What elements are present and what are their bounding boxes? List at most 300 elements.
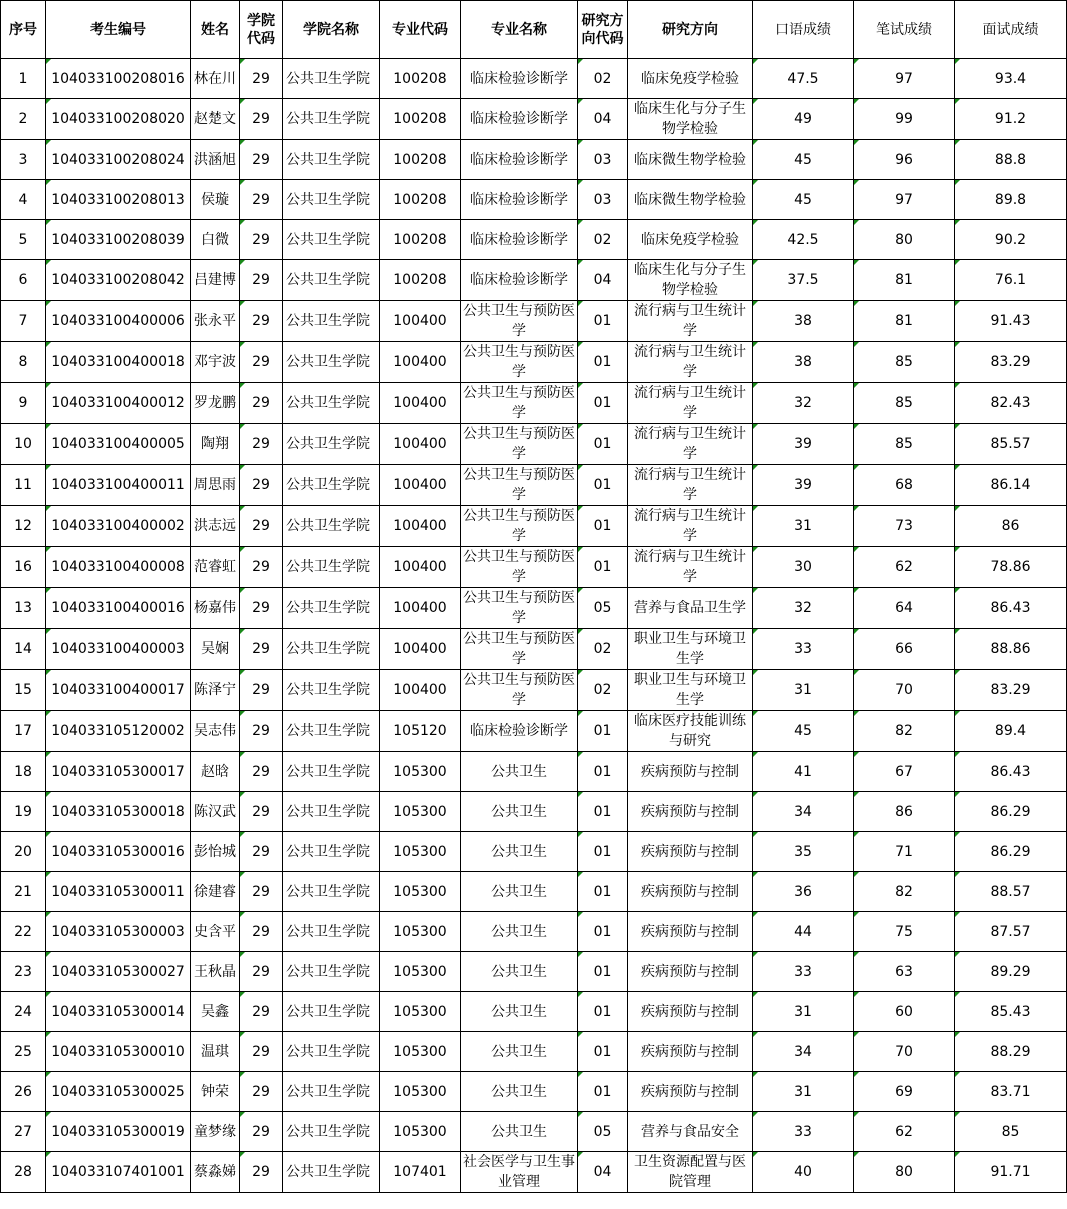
row-major-name: 公共卫生与预防医学 — [461, 301, 578, 342]
row-seq: 26 — [1, 1072, 46, 1112]
row-direction: 职业卫生与环境卫生学 — [628, 670, 753, 711]
row-written-score: 99 — [854, 99, 955, 140]
row-written-score: 69 — [854, 1072, 955, 1112]
row-candidate-id: 104033100208020 — [46, 99, 191, 140]
row-candidate-id: 104033100400011 — [46, 465, 191, 506]
row-direction: 卫生资源配置与医院管理 — [628, 1152, 753, 1193]
table-row — [1, 711, 1067, 752]
row-college-code: 29 — [240, 992, 283, 1032]
row-written-score: 82 — [854, 711, 955, 752]
row-college-name: 公共卫生学院 — [283, 99, 380, 140]
row-major-name: 公共卫生与预防医学 — [461, 383, 578, 424]
row-seq: 19 — [1, 792, 46, 832]
row-seq: 13 — [1, 588, 46, 629]
header-college-code: 学院代码 — [240, 1, 283, 59]
table-row — [1, 872, 1067, 912]
row-oral-score: 45 — [753, 711, 854, 752]
row-candidate-id: 104033100400006 — [46, 301, 191, 342]
row-name: 陈汉武 — [191, 792, 240, 832]
row-major-code: 105300 — [380, 832, 461, 872]
row-name: 蔡淼娣 — [191, 1152, 240, 1193]
row-direction: 流行病与卫生统计学 — [628, 383, 753, 424]
row-seq: 17 — [1, 711, 46, 752]
row-written-score: 63 — [854, 952, 955, 992]
table-row — [1, 547, 1067, 588]
row-seq: 8 — [1, 342, 46, 383]
row-college-name: 公共卫生学院 — [283, 832, 380, 872]
row-candidate-id: 104033100400005 — [46, 424, 191, 465]
row-written-score: 96 — [854, 140, 955, 180]
row-college-name: 公共卫生学院 — [283, 140, 380, 180]
row-name: 彭怡城 — [191, 832, 240, 872]
row-major-code: 107401 — [380, 1152, 461, 1193]
row-major-code: 105300 — [380, 1072, 461, 1112]
row-major-code: 100400 — [380, 588, 461, 629]
row-direction-code: 01 — [578, 992, 628, 1032]
row-name: 徐建睿 — [191, 872, 240, 912]
row-name: 史含平 — [191, 912, 240, 952]
row-major-code: 100208 — [380, 220, 461, 260]
row-direction-code: 04 — [578, 99, 628, 140]
row-major-name: 公共卫生与预防医学 — [461, 424, 578, 465]
row-candidate-id: 104033105300014 — [46, 992, 191, 1032]
header-college-name: 学院名称 — [283, 1, 380, 59]
row-seq: 24 — [1, 992, 46, 1032]
table-row — [1, 180, 1067, 220]
row-major-name: 公共卫生 — [461, 952, 578, 992]
row-candidate-id: 104033105300011 — [46, 872, 191, 912]
row-major-code: 100400 — [380, 342, 461, 383]
row-direction-code: 05 — [578, 588, 628, 629]
row-name: 洪涵旭 — [191, 140, 240, 180]
row-college-name: 公共卫生学院 — [283, 952, 380, 992]
row-major-name: 公共卫生 — [461, 1072, 578, 1112]
row-name: 侯璇 — [191, 180, 240, 220]
row-college-name: 公共卫生学院 — [283, 992, 380, 1032]
row-direction: 营养与食品卫生学 — [628, 588, 753, 629]
row-direction: 疾病预防与控制 — [628, 832, 753, 872]
row-seq: 14 — [1, 629, 46, 670]
row-college-code: 29 — [240, 342, 283, 383]
table-row — [1, 952, 1067, 992]
row-name: 杨嘉伟 — [191, 588, 240, 629]
row-written-score: 73 — [854, 506, 955, 547]
row-college-code: 29 — [240, 832, 283, 872]
row-college-name: 公共卫生学院 — [283, 792, 380, 832]
row-written-score: 85 — [854, 342, 955, 383]
row-major-code: 105300 — [380, 952, 461, 992]
row-interview-score: 85.57 — [955, 424, 1067, 465]
row-direction: 疾病预防与控制 — [628, 952, 753, 992]
row-written-score: 86 — [854, 792, 955, 832]
row-oral-score: 31 — [753, 992, 854, 1032]
row-written-score: 82 — [854, 872, 955, 912]
row-seq: 9 — [1, 383, 46, 424]
row-interview-score: 91.2 — [955, 99, 1067, 140]
row-interview-score: 86.29 — [955, 792, 1067, 832]
row-name: 罗龙鹏 — [191, 383, 240, 424]
row-direction-code: 01 — [578, 832, 628, 872]
row-college-name: 公共卫生学院 — [283, 383, 380, 424]
row-direction: 流行病与卫生统计学 — [628, 301, 753, 342]
row-major-name: 公共卫生与预防医学 — [461, 629, 578, 670]
row-direction-code: 05 — [578, 1112, 628, 1152]
row-oral-score: 40 — [753, 1152, 854, 1193]
row-candidate-id: 104033105300016 — [46, 832, 191, 872]
row-name: 赵晗 — [191, 752, 240, 792]
row-candidate-id: 104033107401001 — [46, 1152, 191, 1193]
row-written-score: 81 — [854, 301, 955, 342]
row-name: 邓宇波 — [191, 342, 240, 383]
row-college-name: 公共卫生学院 — [283, 711, 380, 752]
row-direction-code: 01 — [578, 506, 628, 547]
row-seq: 16 — [1, 547, 46, 588]
row-oral-score: 49 — [753, 99, 854, 140]
table-row — [1, 588, 1067, 629]
row-name: 陶翔 — [191, 424, 240, 465]
header-direction-code: 研究方向代码 — [578, 1, 628, 59]
row-written-score: 75 — [854, 912, 955, 952]
row-major-name: 临床检验诊断学 — [461, 711, 578, 752]
header-written-score: 笔试成绩 — [854, 1, 955, 59]
row-seq: 6 — [1, 260, 46, 301]
row-direction-code: 01 — [578, 792, 628, 832]
row-direction-code: 01 — [578, 752, 628, 792]
row-major-code: 100400 — [380, 670, 461, 711]
row-interview-score: 86.43 — [955, 588, 1067, 629]
row-major-code: 105120 — [380, 711, 461, 752]
row-direction-code: 02 — [578, 59, 628, 99]
table-row — [1, 670, 1067, 711]
row-college-code: 29 — [240, 260, 283, 301]
row-college-code: 29 — [240, 547, 283, 588]
row-college-code: 29 — [240, 629, 283, 670]
header-seq: 序号 — [1, 1, 46, 59]
row-candidate-id: 104033105300017 — [46, 752, 191, 792]
row-direction: 临床医疗技能训练与研究 — [628, 711, 753, 752]
row-interview-score: 88.57 — [955, 872, 1067, 912]
row-seq: 15 — [1, 670, 46, 711]
row-seq: 4 — [1, 180, 46, 220]
row-oral-score: 41 — [753, 752, 854, 792]
row-direction: 临床生化与分子生物学检验 — [628, 260, 753, 301]
table-row — [1, 465, 1067, 506]
row-candidate-id: 104033100208013 — [46, 180, 191, 220]
row-direction-code: 04 — [578, 260, 628, 301]
row-college-code: 29 — [240, 1072, 283, 1112]
row-written-score: 66 — [854, 629, 955, 670]
row-seq: 3 — [1, 140, 46, 180]
row-name: 周思雨 — [191, 465, 240, 506]
row-seq: 5 — [1, 220, 46, 260]
row-major-code: 105300 — [380, 752, 461, 792]
row-major-name: 公共卫生与预防医学 — [461, 465, 578, 506]
row-interview-score: 93.4 — [955, 59, 1067, 99]
row-college-name: 公共卫生学院 — [283, 301, 380, 342]
header-major-code: 专业代码 — [380, 1, 461, 59]
row-written-score: 80 — [854, 220, 955, 260]
row-direction: 临床微生物学检验 — [628, 180, 753, 220]
row-oral-score: 45 — [753, 180, 854, 220]
row-college-name: 公共卫生学院 — [283, 342, 380, 383]
row-college-name: 公共卫生学院 — [283, 872, 380, 912]
row-college-code: 29 — [240, 99, 283, 140]
row-written-score: 70 — [854, 670, 955, 711]
row-oral-score: 31 — [753, 506, 854, 547]
row-name: 吕建博 — [191, 260, 240, 301]
row-oral-score: 31 — [753, 1072, 854, 1112]
row-seq: 28 — [1, 1152, 46, 1193]
row-interview-score: 83.29 — [955, 342, 1067, 383]
row-name: 陈泽宁 — [191, 670, 240, 711]
row-interview-score: 91.71 — [955, 1152, 1067, 1193]
row-direction: 疾病预防与控制 — [628, 1072, 753, 1112]
row-interview-score: 78.86 — [955, 547, 1067, 588]
row-interview-score: 89.29 — [955, 952, 1067, 992]
row-direction-code: 02 — [578, 670, 628, 711]
row-college-code: 29 — [240, 670, 283, 711]
row-name: 王秋晶 — [191, 952, 240, 992]
row-written-score: 81 — [854, 260, 955, 301]
row-candidate-id: 104033100400017 — [46, 670, 191, 711]
row-college-code: 29 — [240, 752, 283, 792]
row-major-code: 100208 — [380, 260, 461, 301]
table-row — [1, 260, 1067, 301]
row-candidate-id: 104033105300010 — [46, 1032, 191, 1072]
row-major-name: 公共卫生 — [461, 1112, 578, 1152]
row-candidate-id: 104033100400018 — [46, 342, 191, 383]
row-name: 林在川 — [191, 59, 240, 99]
row-major-code: 100400 — [380, 465, 461, 506]
row-major-name: 公共卫生与预防医学 — [461, 547, 578, 588]
row-oral-score: 35 — [753, 832, 854, 872]
row-oral-score: 31 — [753, 670, 854, 711]
row-candidate-id: 104033100400008 — [46, 547, 191, 588]
row-major-code: 100208 — [380, 59, 461, 99]
row-direction: 疾病预防与控制 — [628, 1032, 753, 1072]
row-seq: 12 — [1, 506, 46, 547]
row-name: 吴志伟 — [191, 711, 240, 752]
row-major-name: 公共卫生与预防医学 — [461, 506, 578, 547]
row-major-name: 临床检验诊断学 — [461, 220, 578, 260]
row-oral-score: 38 — [753, 301, 854, 342]
row-major-code: 100400 — [380, 547, 461, 588]
row-interview-score: 88.8 — [955, 140, 1067, 180]
row-direction: 疾病预防与控制 — [628, 752, 753, 792]
row-oral-score: 33 — [753, 952, 854, 992]
header-row — [1, 1, 1067, 59]
row-major-code: 100208 — [380, 99, 461, 140]
row-name: 洪志远 — [191, 506, 240, 547]
row-direction: 疾病预防与控制 — [628, 912, 753, 952]
table-row — [1, 629, 1067, 670]
row-college-code: 29 — [240, 383, 283, 424]
row-interview-score: 85 — [955, 1112, 1067, 1152]
row-college-code: 29 — [240, 792, 283, 832]
table-row — [1, 912, 1067, 952]
row-interview-score: 91.43 — [955, 301, 1067, 342]
row-seq: 20 — [1, 832, 46, 872]
row-major-name: 临床检验诊断学 — [461, 180, 578, 220]
row-major-code: 100400 — [380, 424, 461, 465]
row-interview-score: 86.43 — [955, 752, 1067, 792]
row-major-name: 公共卫生 — [461, 872, 578, 912]
row-written-score: 68 — [854, 465, 955, 506]
row-direction-code: 01 — [578, 711, 628, 752]
table-row — [1, 752, 1067, 792]
row-major-name: 公共卫生 — [461, 912, 578, 952]
row-oral-score: 30 — [753, 547, 854, 588]
row-major-name: 公共卫生 — [461, 792, 578, 832]
row-oral-score: 34 — [753, 1032, 854, 1072]
row-major-name: 公共卫生 — [461, 992, 578, 1032]
row-seq: 25 — [1, 1032, 46, 1072]
row-college-name: 公共卫生学院 — [283, 752, 380, 792]
row-name: 吴娴 — [191, 629, 240, 670]
row-name: 钟荣 — [191, 1072, 240, 1112]
row-direction: 流行病与卫生统计学 — [628, 342, 753, 383]
table-row — [1, 140, 1067, 180]
row-major-name: 临床检验诊断学 — [461, 140, 578, 180]
row-major-name: 临床检验诊断学 — [461, 59, 578, 99]
row-oral-score: 36 — [753, 872, 854, 912]
row-interview-score: 76.1 — [955, 260, 1067, 301]
row-written-score: 70 — [854, 1032, 955, 1072]
row-candidate-id: 104033105300019 — [46, 1112, 191, 1152]
row-college-code: 29 — [240, 180, 283, 220]
row-major-code: 105300 — [380, 1032, 461, 1072]
row-college-code: 29 — [240, 912, 283, 952]
row-major-name: 公共卫生与预防医学 — [461, 588, 578, 629]
row-seq: 22 — [1, 912, 46, 952]
row-oral-score: 33 — [753, 1112, 854, 1152]
row-seq: 23 — [1, 952, 46, 992]
row-college-name: 公共卫生学院 — [283, 547, 380, 588]
row-major-name: 公共卫生 — [461, 752, 578, 792]
row-major-name: 社会医学与卫生事业管理 — [461, 1152, 578, 1193]
row-major-code: 100400 — [380, 301, 461, 342]
table-body — [1, 59, 1067, 1193]
row-college-name: 公共卫生学院 — [283, 670, 380, 711]
row-college-name: 公共卫生学院 — [283, 180, 380, 220]
row-college-code: 29 — [240, 59, 283, 99]
table-row — [1, 220, 1067, 260]
row-interview-score: 83.29 — [955, 670, 1067, 711]
row-oral-score: 37.5 — [753, 260, 854, 301]
table-row — [1, 342, 1067, 383]
row-direction: 疾病预防与控制 — [628, 792, 753, 832]
header-name: 姓名 — [191, 1, 240, 59]
row-interview-score: 88.29 — [955, 1032, 1067, 1072]
row-oral-score: 38 — [753, 342, 854, 383]
row-college-code: 29 — [240, 952, 283, 992]
row-candidate-id: 104033100400016 — [46, 588, 191, 629]
row-name: 白微 — [191, 220, 240, 260]
row-direction: 营养与食品安全 — [628, 1112, 753, 1152]
row-college-name: 公共卫生学院 — [283, 465, 380, 506]
row-major-code: 105300 — [380, 872, 461, 912]
header-oral-score: 口语成绩 — [753, 1, 854, 59]
row-oral-score: 42.5 — [753, 220, 854, 260]
row-direction-code: 01 — [578, 912, 628, 952]
row-written-score: 64 — [854, 588, 955, 629]
row-college-code: 29 — [240, 1032, 283, 1072]
row-seq: 11 — [1, 465, 46, 506]
row-direction-code: 01 — [578, 952, 628, 992]
row-written-score: 80 — [854, 1152, 955, 1193]
row-oral-score: 47.5 — [753, 59, 854, 99]
row-oral-score: 32 — [753, 588, 854, 629]
table-row — [1, 99, 1067, 140]
header-direction: 研究方向 — [628, 1, 753, 59]
row-major-name: 公共卫生与预防医学 — [461, 342, 578, 383]
row-direction: 疾病预防与控制 — [628, 872, 753, 912]
row-name: 温琪 — [191, 1032, 240, 1072]
table-row — [1, 832, 1067, 872]
row-oral-score: 39 — [753, 424, 854, 465]
row-oral-score: 33 — [753, 629, 854, 670]
row-college-code: 29 — [240, 872, 283, 912]
row-college-name: 公共卫生学院 — [283, 59, 380, 99]
row-written-score: 62 — [854, 1112, 955, 1152]
row-name: 童梦缘 — [191, 1112, 240, 1152]
row-written-score: 97 — [854, 59, 955, 99]
row-written-score: 85 — [854, 383, 955, 424]
table-row — [1, 1072, 1067, 1112]
row-college-code: 29 — [240, 711, 283, 752]
row-interview-score: 86.14 — [955, 465, 1067, 506]
row-college-code: 29 — [240, 1112, 283, 1152]
row-seq: 27 — [1, 1112, 46, 1152]
row-college-name: 公共卫生学院 — [283, 506, 380, 547]
row-direction-code: 01 — [578, 872, 628, 912]
row-major-name: 公共卫生与预防医学 — [461, 670, 578, 711]
row-college-code: 29 — [240, 465, 283, 506]
row-direction-code: 01 — [578, 342, 628, 383]
row-candidate-id: 104033100400012 — [46, 383, 191, 424]
row-candidate-id: 104033105120002 — [46, 711, 191, 752]
row-major-code: 105300 — [380, 792, 461, 832]
row-college-code: 29 — [240, 220, 283, 260]
row-major-name: 公共卫生 — [461, 1032, 578, 1072]
row-interview-score: 87.57 — [955, 912, 1067, 952]
row-candidate-id: 104033105300018 — [46, 792, 191, 832]
row-direction: 流行病与卫生统计学 — [628, 506, 753, 547]
row-college-code: 29 — [240, 140, 283, 180]
row-direction: 临床生化与分子生物学检验 — [628, 99, 753, 140]
row-oral-score: 45 — [753, 140, 854, 180]
table-row — [1, 1152, 1067, 1193]
header-candidate-id: 考生编号 — [46, 1, 191, 59]
row-interview-score: 83.71 — [955, 1072, 1067, 1112]
table-row — [1, 59, 1067, 99]
row-major-code: 100400 — [380, 629, 461, 670]
row-candidate-id: 104033105300027 — [46, 952, 191, 992]
row-seq: 7 — [1, 301, 46, 342]
row-candidate-id: 104033100208024 — [46, 140, 191, 180]
row-college-name: 公共卫生学院 — [283, 424, 380, 465]
table-row — [1, 792, 1067, 832]
row-name: 范睿虹 — [191, 547, 240, 588]
row-major-code: 105300 — [380, 992, 461, 1032]
row-direction-code: 02 — [578, 220, 628, 260]
row-written-score: 97 — [854, 180, 955, 220]
row-major-code: 105300 — [380, 1112, 461, 1152]
table-row — [1, 301, 1067, 342]
row-direction-code: 03 — [578, 180, 628, 220]
row-major-name: 公共卫生 — [461, 832, 578, 872]
row-candidate-id: 104033100400002 — [46, 506, 191, 547]
